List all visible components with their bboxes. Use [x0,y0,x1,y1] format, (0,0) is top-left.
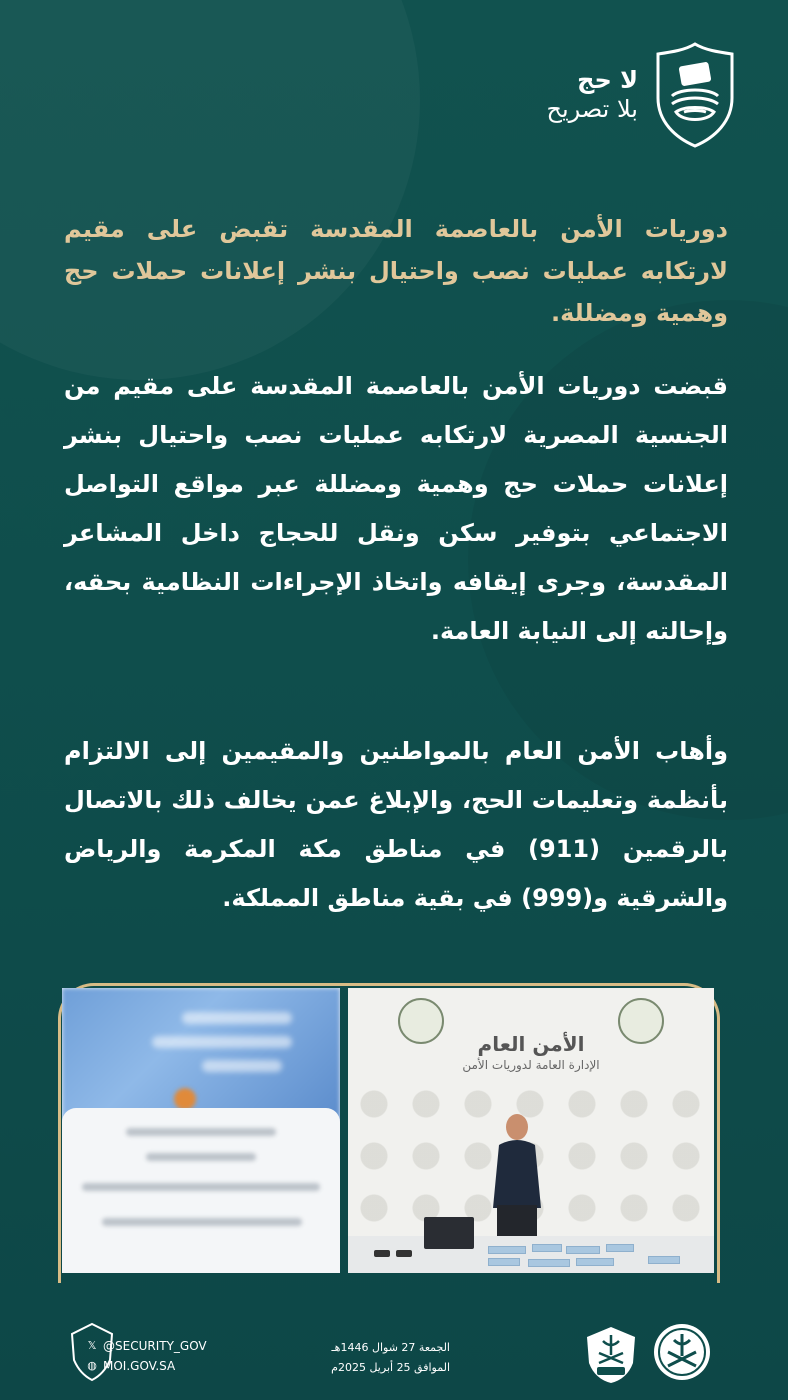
social-links [86,1336,207,1376]
publication-date [320,1338,450,1378]
headline: دوريات الأمن بالعاصمة المقدسة تقبض على مقيم لارتكابه عمليات نصب واحتيال بنشر إعلانات حملات حج وهمية ومضللة. [64,215,728,327]
document [528,1259,570,1267]
laptop [424,1217,474,1249]
blurred-post-card [62,1108,340,1273]
document [576,1258,614,1266]
document [648,1256,680,1264]
blurred-text [126,1128,276,1136]
website-link[interactable] [86,1356,207,1376]
blurred-text [82,1183,320,1191]
no-hajj-without-permit-logo-icon [650,40,740,150]
document [532,1244,562,1252]
blurred-ad-banner [62,988,340,1123]
paragraph-1: قبضت دوريات الأمن بالعاصمة المقدسة على مقيم من الجنسية المصرية لارتكابه عمليات نصب واحتيال بنشر إعلانات حملات حج وهمية ومضللة عبر مواقع التواصل الاجتماعي بتوفير سكن ونقل للحجاج داخل المشاعر المقدسة، وجرى إيقافه واتخاذ الإجراءات النظامية بحقه، وإحالته إلى النيابة العامة. [64,372,728,645]
photo-banner-title: الأمن العام [477,1032,585,1056]
x-icon: 𝕏 [87,1339,97,1352]
public-security-emblem-icon [583,1325,639,1385]
photo-banner-subtitle: الإدارة العامة لدوريات الأمن [462,1058,600,1072]
date-hijri: الجمعة 27 شوال 1446هـ [331,1341,450,1354]
arrest-photo [348,988,714,1273]
document [488,1258,520,1266]
blurred-text [152,1036,292,1048]
blurred-text [102,1218,302,1226]
saudi-emblem-icon [652,1322,712,1382]
brand-line2: بلا تصريح [546,95,638,123]
blurred-text [202,1060,282,1072]
blurred-icon [174,1088,196,1110]
brand-text [546,66,638,124]
brand-line1: لا حج [577,66,638,94]
person-silhouette [485,1113,549,1243]
document [606,1244,634,1252]
x-account[interactable] [86,1336,207,1356]
paragraph-2: وأهاب الأمن العام بالمواطنين والمقيمين إلى الالتزام بأنظمة وتعليمات الحج، والإبلاغ عمن يخالف ذلك بالاتصال بالرقمين (911) في مناطق مكة المكرمة والرياض والشرقية و(999) في بقية مناطق المملكة. [64,737,728,912]
x-handle: @SECURITY_GOV [103,1339,207,1353]
blurred-screenshot-photo [62,988,340,1273]
blurred-text [182,1012,292,1024]
blurred-text [146,1153,256,1161]
website-text: MOI.GOV.SA [103,1359,176,1373]
document [488,1246,526,1254]
phone [396,1250,412,1257]
globe-icon: ◍ [87,1359,97,1372]
date-gregorian: الموافق 25 أبريل 2025م [331,1361,450,1374]
phone [374,1250,390,1257]
document [566,1246,600,1254]
